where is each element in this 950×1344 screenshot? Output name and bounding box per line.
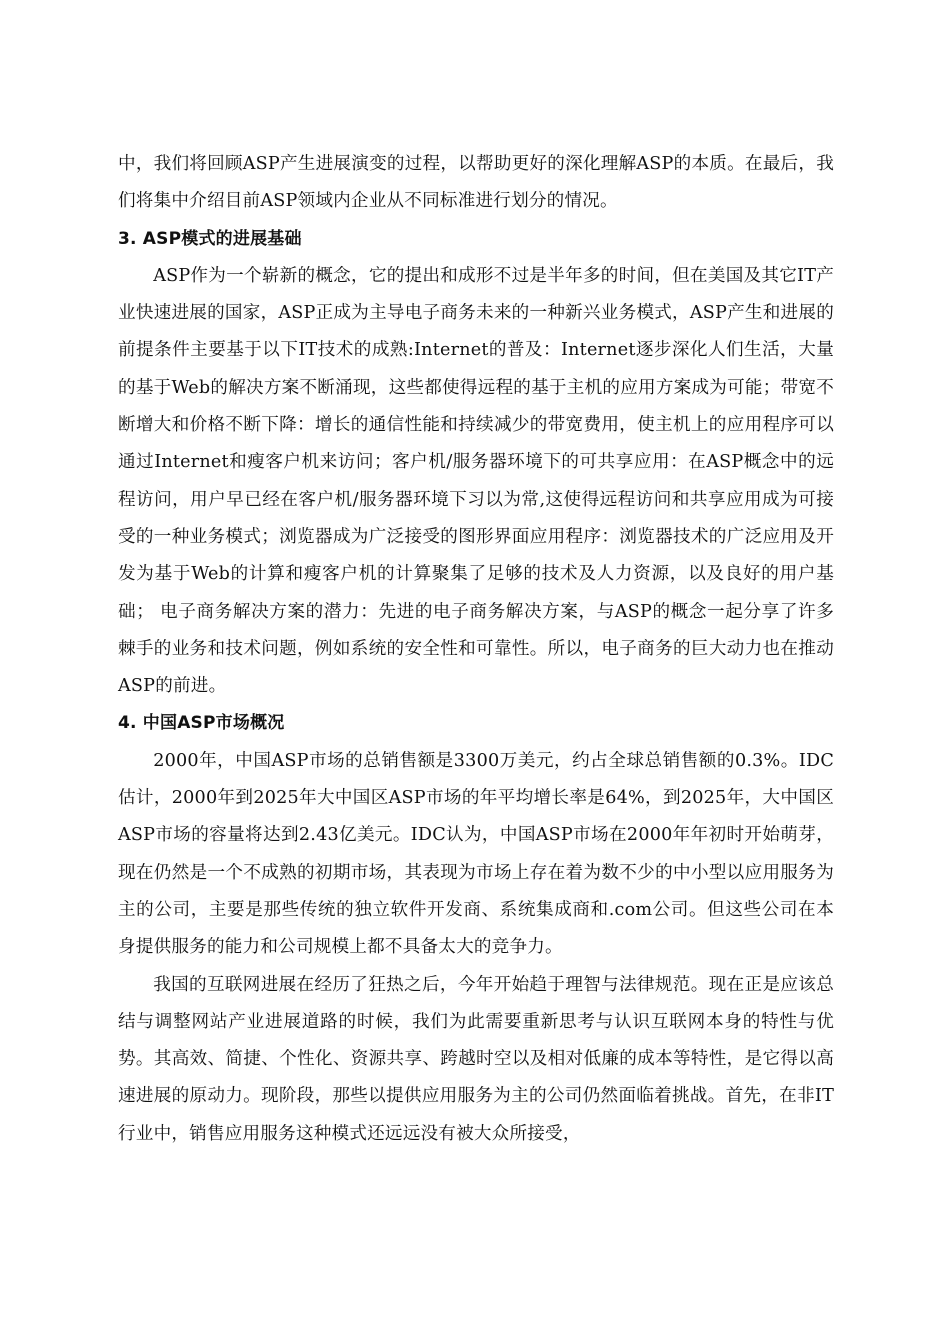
section-3-heading: 3. ASP模式的进展基础 [118,228,302,249]
section-4-paragraph-1: 2000年，中国ASP市场的总销售额是3300万美元，约占全球总销售额的0.3%。IDC估计，2000年到2025年大中国区ASP市场的年平均增长率是64%，到2025年，大中国区ASP市场的容量将达到2.43亿美元。IDC认为，中国ASP市场在2000年年初时开始萌芽，现在仍然是一个不成熟的初期市场，其表现为市场上存在着为数不少的中小型以应用服务为主的公司，主要是那些传统的独立软件开发商、系统集成商和.com公司。但这些公司在本身提供服务的能力和公司规模上都不具备太大的竞争力。 [118,750,834,958]
section-4-heading: 4. 中国ASP市场概况 [118,713,285,734]
section-3-paragraph: ASP作为一个崭新的概念，它的提出和成形不过是半年多的时间，但在美国及其它IT产业快速进展的国家，ASP正成为主导电子商务未来的一种新兴业务模式，ASP产生和进展的前提条件主要基于以下IT技术的成熟:Internet的普及：Internet逐步深化人们生活，大量的基于Web的解决方案不断涌现，这些都使得远程的基于主机的应用方案成为可能；带宽不断增大和价格不断下降：增长的通信性能和持续减少的带宽费用，使主机上的应用程序可以通过Internet和瘦客户机来访问；客户机/服务器环境下的可共享应用：在ASP概念中的远程访问，用户早已经在客户机/服务器环境下习以为常,这使得远程访问和共享应用成为可接受的一种业务模式；浏览器成为广泛接受的图形界面应用程序：浏览器技术的广泛应用及开发为基于Web的计算和瘦客户机的计算聚集了足够的技术及人力资源，以及良好的用户基础； 电子商务解决方案的潜力：先进的电子商务解决方案，与ASP的概念一起分享了许多棘手的业务和技术问题，例如系统的安全性和可靠性。所以，电子商务的巨大动力也在推动ASP的前进。 [118,265,834,697]
document-page [118,146,834,1153]
intro-paragraph: 中，我们将回顾ASP产生进展演变的过程，以帮助更好的深化理解ASP的本质。在最后，我们将集中介绍目前ASP领域内企业从不同标准进行划分的情况。 [118,154,834,212]
section-4-paragraph-2: 我国的互联网进展在经历了狂热之后，今年开始趋于理智与法律规范。现在正是应该总结与调整网站产业进展道路的时候，我们为此需要重新思考与认识互联网本身的特性与优势。其高效、简捷、个性化、资源共享、跨越时空以及相对低廉的成本等特性，是它得以高速进展的原动力。现阶段，那些以提供应用服务为主的公司仍然面临着挑战。首先，在非IT行业中，销售应用服务这种模式还远远没有被大众所接受， [118,974,834,1144]
